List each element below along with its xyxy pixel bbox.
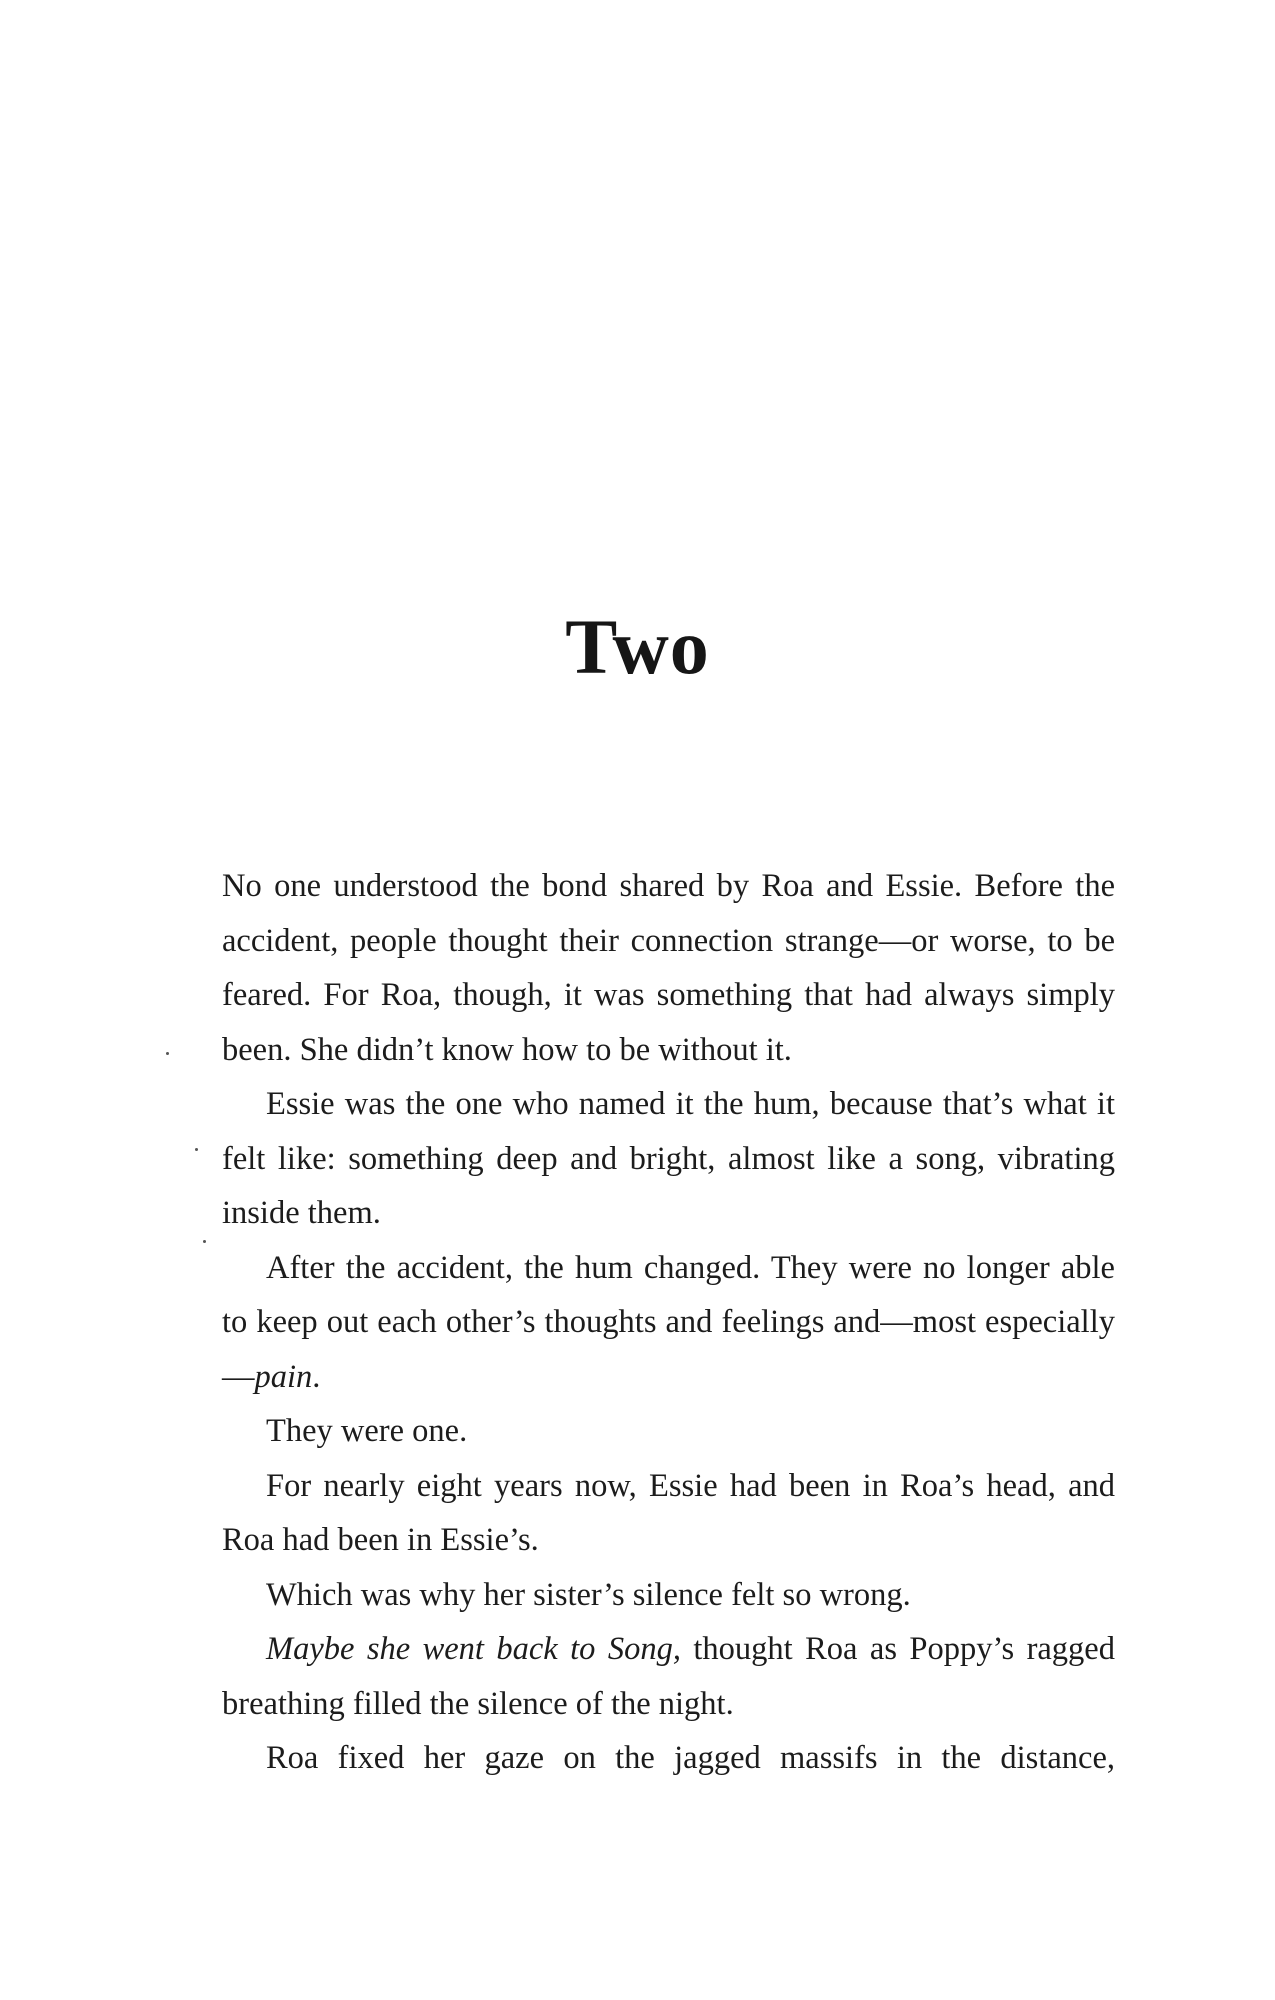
paragraph-3 — [222, 1241, 1115, 1405]
paragraph-6: Which was why her sister’s silence felt so wrong. — [266, 1576, 911, 1613]
paragraph-4: They were one. — [266, 1413, 468, 1449]
chapter-body — [222, 859, 1115, 1786]
paragraph-3-end: . — [312, 1358, 321, 1395]
paragraph-8: Roa fixed her gaze on the jagged massifs in the distance, — [266, 1740, 1115, 1776]
paragraph-5: For nearly eight years now, Essie had been in Roa’s head, and Roa had been in Essie’s. — [222, 1467, 1115, 1558]
paragraph-7-italic: Maybe she went back to Song, — [266, 1631, 681, 1667]
scan-speck — [166, 1052, 169, 1055]
paragraph-1: No one understood the bond shared by Roa and Essie. Before the accident, people thought their connection strange—or worse, to be feared. For Roa, though, it was something that had always simply been. She didn’t know how to be without it. — [222, 868, 1115, 1068]
paragraph-2: Essie was the one who named it the hum, because that’s what it felt like: something deep and bright, almost like a song, vibrating inside them. — [222, 1086, 1115, 1231]
scan-speck — [195, 1148, 198, 1151]
paragraph-3-italic: pain — [254, 1358, 313, 1395]
scan-speck — [203, 1240, 206, 1243]
paragraph-7-text: thought Roa as Poppy’s ragged breathing filled the silence of the night. — [222, 1631, 1115, 1722]
paragraph-7 — [222, 1622, 1115, 1731]
chapter-title: Two — [565, 603, 710, 691]
paragraph-3-text: After the accident, the hum changed. They were no longer able to keep out each other’s thoughts and feelings and—most especially— — [222, 1249, 1115, 1395]
